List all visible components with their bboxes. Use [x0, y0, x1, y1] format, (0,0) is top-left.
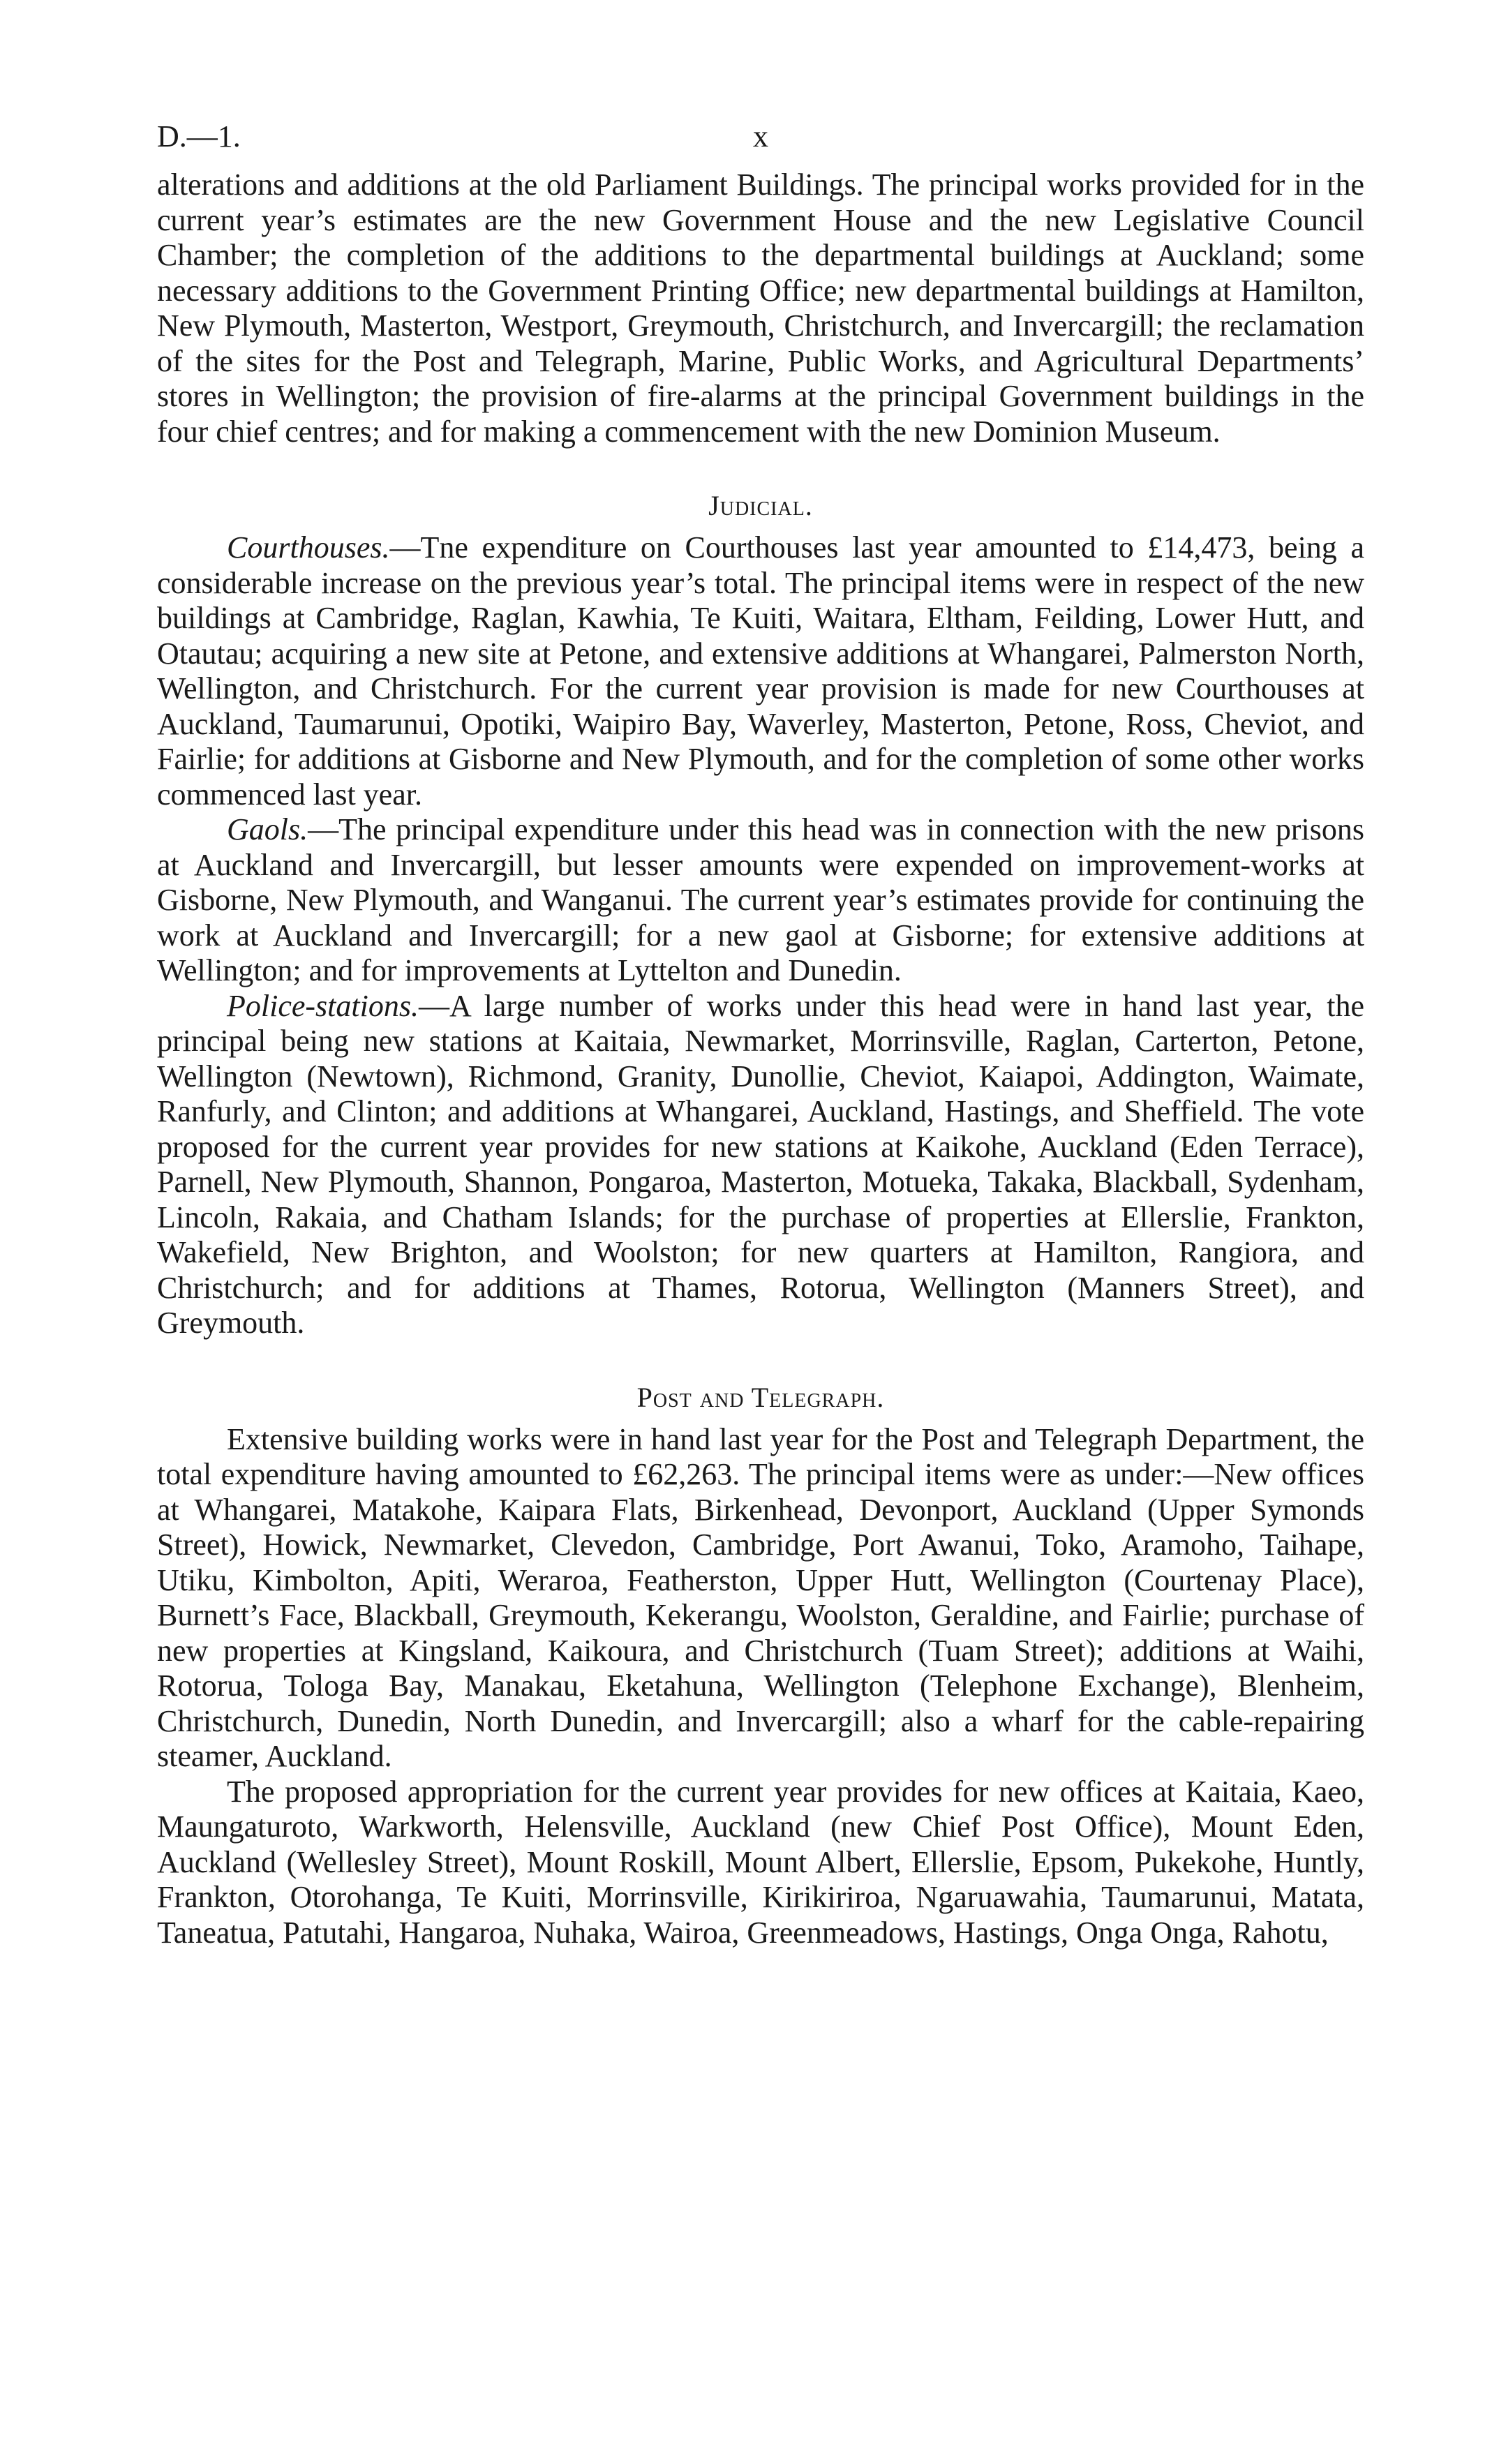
section-heading-post-and-telegraph: Post and Telegraph.	[636, 1381, 885, 1413]
police-stations-text: —A large number of works under this head were in hand last year, the principal being new stations at Kaitaia, Newmarket, Morrinsville, Raglan, Carterton, Petone, Wellington (Newtown), Richmond, Granity, Dunollie, Cheviot, Kaiapoi, Addington, Waimate, Ranfurly, and Clinton; and additions at Whangarei, Auckland, Hastings, and Sheffield. The vote proposed for the current year provides for new stations at Kaikohe, Auckland (Eden Terrace), Parnell, New Plymouth, Shannon, Pongaroa, Masterton, Motueka, Takaka, Blackball, Sydenham, Lincoln, Rakaia, and Chatham Islands; for the purchase of properties at Ellerslie, Frankton, Wakefield, New Brighton, and Woolston; for new quarters at Hamilton, Rangiora, and Christchurch; and for additions at Thames, Rotorua, Wellington (Manners Street), and Greymouth.	[157, 988, 1364, 1340]
page-number: x	[753, 119, 768, 154]
police-stations-run-in-heading: Police-stations.	[227, 988, 419, 1023]
section-heading-judicial: Judicial.	[708, 490, 813, 521]
body-text	[157, 167, 1364, 1950]
intro-paragraph: alterations and additions at the old Parliament Buildings. The principal works provided for in the current year’s estimates are the new Government House and the new Legislative Council Chamber; the completion of the additions to the departmental buildings at Auckland; some necessary additions to the Government Printing Office; new departmental buildings at Hamilton, New Plymouth, Masterton, Westport, Greymouth, Christchurch, and Invercargill; the reclamation of the sites for the Post and Telegraph, Marine, Public Works, and Agricultural Departments’ stores in Wellington; the provision of fire-alarms at the principal Government buildings in the four chief centres; and for making a commencement with the new Dominion Museum.	[157, 167, 1364, 449]
gaols-text: —The principal expenditure under this head was in connection with the new prisons at Auckland and Invercargill, but lesser amounts were expended on improvement-works at Gisborne, New Plymouth, and Wanganui. The current year’s estimates provide for continuing the work at Auckland and Invercargill; for a new gaol at Gisborne; for extensive additions at Wellington; and for improvements at Lyttelton and Dunedin.	[157, 812, 1364, 987]
courthouses-run-in-heading: Courthouses.	[227, 530, 390, 565]
gaols-run-in-heading: Gaols.	[227, 812, 308, 846]
post-telegraph-paragraph-2: The proposed appropriation for the current year provides for new offices at Kaitaia, Kaeo, Maungaturoto, Warkworth, Helensville, Auckland (new Chief Post Office), Mount Eden, Auckland (Wellesley Street), Mount Roskill, Mount Albert, Ellerslie, Epsom, Pukekohe, Huntly, Frankton, Otorohanga, Te Kuiti, Morrinsville, Kirikiriroa, Ngaruawahia, Taumarunui, Matata, Taneatua, Patutahi, Hangaroa, Nuhaka, Wairoa, Greenmeadows, Hastings, Onga Onga, Rahotu,	[157, 1774, 1364, 1950]
document-page	[157, 119, 1364, 1950]
document-reference: D.—1.	[157, 119, 241, 154]
running-head	[157, 119, 1364, 167]
post-telegraph-paragraph-1: Extensive building works were in hand last year for the Post and Telegraph Department, the total expenditure having amounted to £62,263. The principal items were as under:—New offices at Whangarei, Matakohe, Kaipara Flats, Birkenhead, Devonport, Auckland (Upper Symonds Street), Howick, Newmarket, Clevedon, Cambridge, Port Awanui, Toko, Aramoho, Taihape, Utiku, Kimbolton, Apiti, Weraroa, Featherston, Upper Hutt, Wellington (Courtenay Place), Burnett’s Face, Blackball, Greymouth, Kekerangu, Woolston, Geraldine, and Fairlie; purchase of new properties at Kingsland, Kaikoura, and Christchurch (Tuam Street); additions at Waihi, Rotorua, Tologa Bay, Manakau, Eketahuna, Wellington (Telephone Exchange), Blenheim, Christchurch, Dunedin, North Dunedin, and Invercargill; also a wharf for the cable-repairing steamer, Auckland.	[157, 1421, 1364, 1773]
police-stations-paragraph	[157, 989, 1364, 1341]
courthouses-paragraph	[157, 530, 1364, 812]
courthouses-text: —Tne expenditure on Courthouses last year amounted to £14,473, being a considerable increase on the previous year’s total. The principal items were in respect of the new buildings at Cambridge, Raglan, Kawhia, Te Kuiti, Waitara, Eltham, Feilding, Lower Hutt, and Otautau; acquiring a new site at Petone, and extensive additions at Whangarei, Palmerston North, Wellington, and Christchurch. For the current year provision is made for new Courthouses at Auckland, Taumarunui, Opotiki, Waipiro Bay, Waverley, Masterton, Petone, Ross, Cheviot, and Fairlie; for additions at Gisborne and New Plymouth, and for the completion of some other works commenced last year.	[157, 530, 1364, 812]
gaols-paragraph	[157, 812, 1364, 989]
